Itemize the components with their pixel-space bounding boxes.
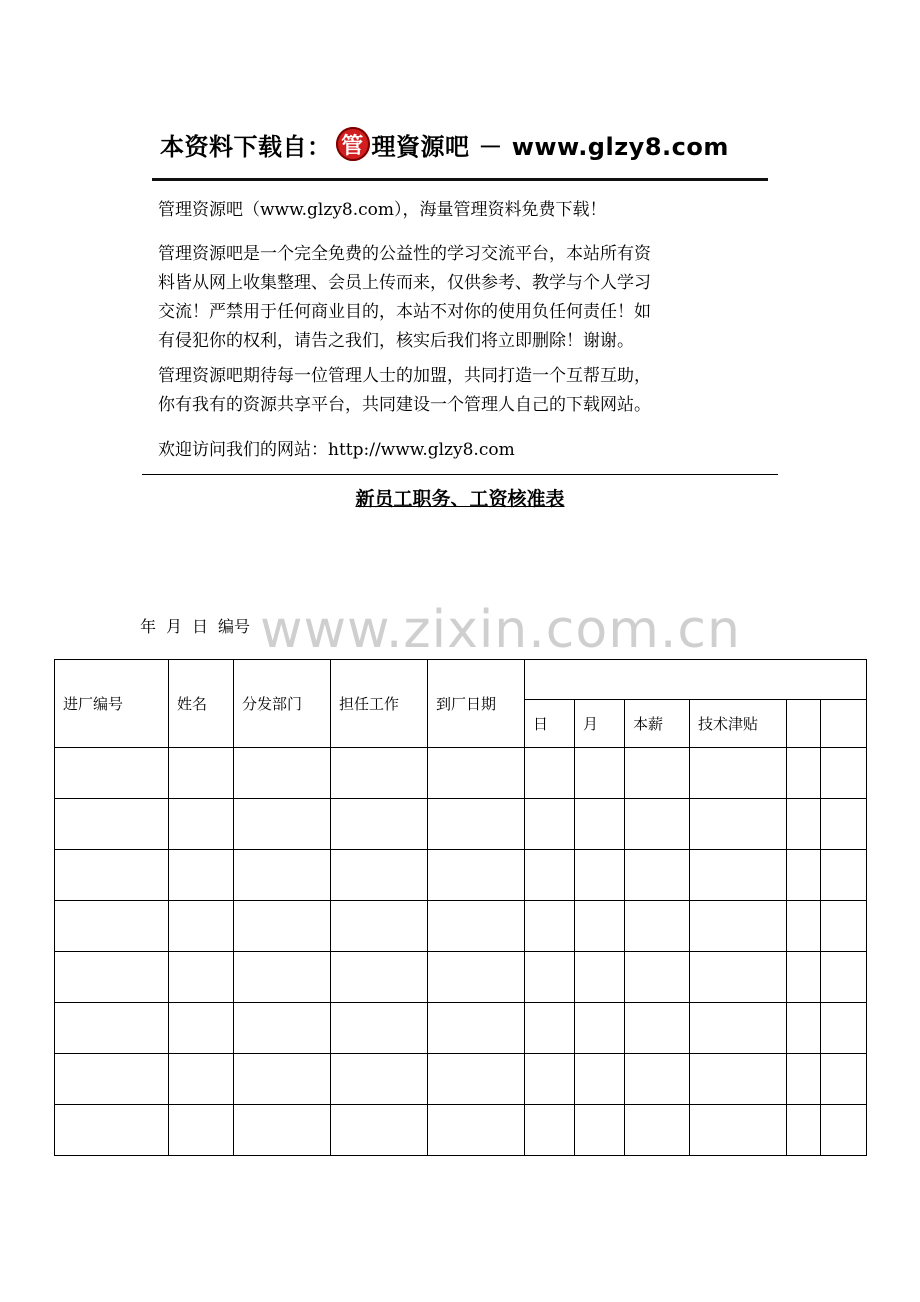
table-row: [55, 1003, 867, 1054]
table-cell[interactable]: [625, 748, 690, 799]
subheader-cell: 本薪: [625, 700, 690, 748]
table-cell[interactable]: [821, 1003, 867, 1054]
subheader-cell: 月: [575, 700, 625, 748]
table-cell[interactable]: [55, 1003, 169, 1054]
header-row: [55, 660, 867, 700]
table-cell[interactable]: [55, 1054, 169, 1105]
table-cell[interactable]: [625, 1105, 690, 1156]
table-cell[interactable]: [787, 1105, 821, 1156]
header-cell: 姓名: [169, 660, 234, 748]
notice-text-line: 交流！严禁用于任何商业目的，本站不对你的使用负任何责任！如: [158, 302, 651, 322]
table-row: [55, 850, 867, 901]
table-cell[interactable]: [169, 1003, 234, 1054]
table-cell[interactable]: [331, 952, 428, 1003]
notice-line-1: 管理资源吧（www.glzy8.com），海量管理资料免费下载！: [158, 200, 607, 220]
table-cell[interactable]: [787, 952, 821, 1003]
notice-text-line: 料皆从网上收集整理、会员上传而来，仅供参考、教学与个人学习: [158, 273, 651, 293]
table-cell[interactable]: [428, 901, 525, 952]
table-cell[interactable]: [625, 952, 690, 1003]
table-cell[interactable]: [169, 1105, 234, 1156]
table-cell[interactable]: [625, 1054, 690, 1105]
table-cell[interactable]: [821, 952, 867, 1003]
date-number-line: 年 月 日 编号: [140, 619, 251, 636]
table-cell[interactable]: [331, 1054, 428, 1105]
header-cell: 到厂日期: [428, 660, 525, 748]
table-cell[interactable]: [787, 748, 821, 799]
header-cell: 担任工作: [331, 660, 428, 748]
table-cell[interactable]: [625, 1003, 690, 1054]
table-cell[interactable]: [169, 850, 234, 901]
table-cell[interactable]: [331, 799, 428, 850]
table-cell[interactable]: [787, 901, 821, 952]
table-cell[interactable]: [575, 1003, 625, 1054]
table-body: [55, 748, 867, 1156]
table-cell[interactable]: [690, 1054, 787, 1105]
table-row: [55, 1054, 867, 1105]
table-cell[interactable]: [55, 952, 169, 1003]
table-cell[interactable]: [575, 748, 625, 799]
table-cell[interactable]: [525, 850, 575, 901]
table-cell[interactable]: [525, 1054, 575, 1105]
table-cell[interactable]: [525, 901, 575, 952]
table-cell[interactable]: [234, 952, 331, 1003]
banner-title: [160, 122, 780, 166]
table-cell[interactable]: [690, 1003, 787, 1054]
table-cell[interactable]: [55, 799, 169, 850]
table-row: [55, 901, 867, 952]
document-title: 新员工职务、工资核准表: [355, 489, 565, 510]
header-cell: 分发部门: [234, 660, 331, 748]
table-cell[interactable]: [821, 1054, 867, 1105]
notice-text-line: 管理资源吧是一个完全免费的公益性的学习交流平台，本站所有资: [158, 244, 651, 264]
subheader-cell: 技术津贴: [690, 700, 787, 748]
approval-table: [54, 659, 867, 1156]
table-cell[interactable]: [690, 901, 787, 952]
table-cell[interactable]: [55, 1105, 169, 1156]
notice-text-line: 你有我有的资源共享平台，共同建设一个管理人自己的下载网站。: [158, 395, 651, 415]
table-row: [55, 952, 867, 1003]
table-cell[interactable]: [690, 1105, 787, 1156]
table-cell[interactable]: [575, 901, 625, 952]
table-cell[interactable]: [690, 850, 787, 901]
table-cell[interactable]: [55, 748, 169, 799]
table-cell[interactable]: [428, 1003, 525, 1054]
table-cell[interactable]: [625, 850, 690, 901]
table-cell[interactable]: [234, 1105, 331, 1156]
table-cell[interactable]: [525, 748, 575, 799]
table-cell[interactable]: [787, 850, 821, 901]
table-cell[interactable]: [525, 952, 575, 1003]
table-cell[interactable]: [787, 1054, 821, 1105]
table-cell[interactable]: [625, 799, 690, 850]
table-cell[interactable]: [428, 850, 525, 901]
table-cell[interactable]: [575, 1054, 625, 1105]
visit-site-link[interactable]: 欢迎访问我们的网站：http://www.glzy8.com: [158, 440, 515, 460]
table-cell[interactable]: [169, 901, 234, 952]
table-cell[interactable]: [234, 1054, 331, 1105]
banner-divider: [152, 178, 768, 181]
table-cell[interactable]: [169, 1054, 234, 1105]
notice-text-line: 管理资源吧期待每一位管理人士的加盟，共同打造一个互帮互助，: [158, 366, 651, 386]
table-cell[interactable]: [428, 1105, 525, 1156]
table-cell[interactable]: [787, 1003, 821, 1054]
table-cell[interactable]: [787, 799, 821, 850]
table-cell[interactable]: [234, 1003, 331, 1054]
notice-paragraph-2: [158, 240, 778, 356]
table-cell[interactable]: [690, 748, 787, 799]
table-cell[interactable]: [234, 748, 331, 799]
subheader-cell: [821, 700, 867, 748]
table-cell[interactable]: [575, 952, 625, 1003]
table-cell[interactable]: [525, 1003, 575, 1054]
table-cell[interactable]: [525, 799, 575, 850]
table-cell[interactable]: [331, 748, 428, 799]
table-cell[interactable]: [525, 1105, 575, 1156]
watermark: www.zixin.com.cn: [260, 600, 741, 660]
table-cell[interactable]: [234, 799, 331, 850]
table-cell[interactable]: [821, 1105, 867, 1156]
table-cell[interactable]: [575, 1105, 625, 1156]
table-row: [55, 799, 867, 850]
table-cell[interactable]: [428, 799, 525, 850]
table-cell[interactable]: [331, 901, 428, 952]
table-row: [55, 1105, 867, 1156]
table-cell[interactable]: [821, 748, 867, 799]
notice-text-line: 有侵犯你的权利，请告之我们，核实后我们将立即删除！谢谢。: [158, 331, 634, 351]
table-cell[interactable]: [234, 901, 331, 952]
header-cell: 进厂编号: [55, 660, 169, 748]
subheader-cell: 日: [525, 700, 575, 748]
table-cell[interactable]: [331, 850, 428, 901]
table-cell[interactable]: [55, 850, 169, 901]
table-cell[interactable]: [331, 1003, 428, 1054]
table-cell[interactable]: [428, 952, 525, 1003]
subheader-cell: [787, 700, 821, 748]
notice-divider: [142, 474, 778, 475]
table-cell[interactable]: [234, 850, 331, 901]
notice-paragraph-3: [158, 362, 778, 420]
table-cell[interactable]: [690, 952, 787, 1003]
table-cell[interactable]: [428, 1054, 525, 1105]
brand-logo-icon: 管: [336, 127, 370, 161]
table-cell[interactable]: [55, 901, 169, 952]
table-cell[interactable]: [169, 799, 234, 850]
table-cell[interactable]: [690, 799, 787, 850]
banner-brand: 理資源吧 － www.glzy8.com: [371, 132, 729, 161]
table-cell[interactable]: [575, 799, 625, 850]
table-cell[interactable]: [428, 748, 525, 799]
table-cell[interactable]: [331, 1105, 428, 1156]
table-cell[interactable]: [169, 952, 234, 1003]
table-row: [55, 748, 867, 799]
table-cell[interactable]: [821, 901, 867, 952]
header-group-cell: [525, 660, 867, 700]
table-cell[interactable]: [821, 799, 867, 850]
table-cell[interactable]: [169, 748, 234, 799]
table-cell[interactable]: [821, 850, 867, 901]
table-cell[interactable]: [575, 850, 625, 901]
table-cell[interactable]: [625, 901, 690, 952]
banner-prefix: 本资料下载自：: [160, 132, 332, 161]
